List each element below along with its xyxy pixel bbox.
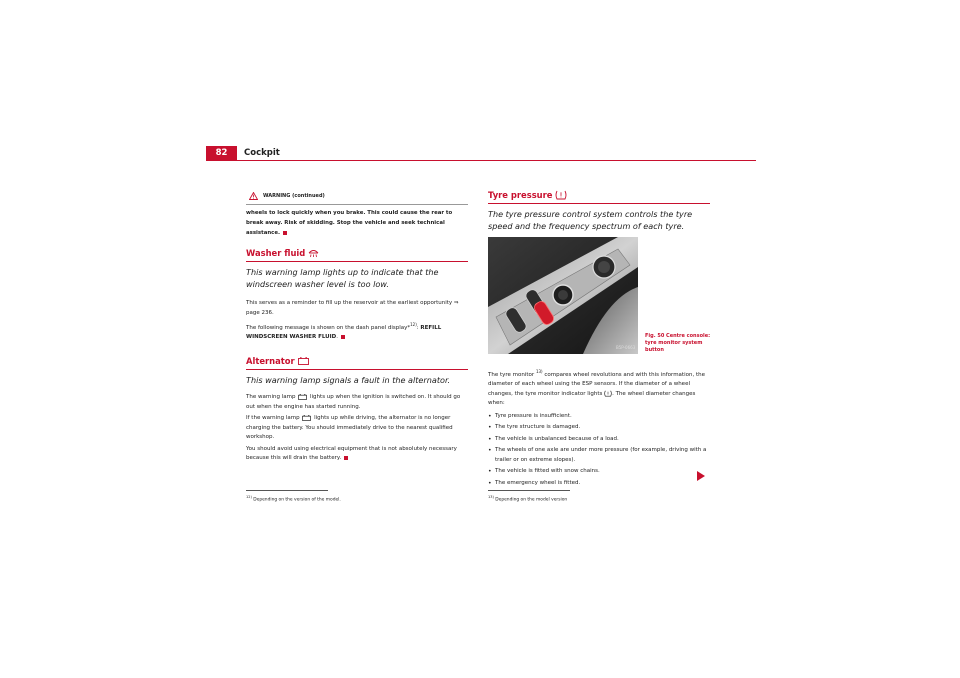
centre-console-photo <box>488 237 638 354</box>
footnote-right <box>488 490 710 503</box>
alternator-heading <box>246 355 468 367</box>
tyre-pressure-divider <box>488 203 710 204</box>
alternator-intro: This warning lamp signals a fault in the alternator. <box>246 375 451 385</box>
footnote-ref-12: 12) <box>410 322 417 327</box>
end-mark-icon <box>344 456 348 460</box>
tyre-p1 <box>488 367 710 409</box>
warning-text <box>246 208 468 238</box>
alternator-body <box>246 393 468 464</box>
alternator-p1-b: lights up when the ignition is switched on. It should go out when the engine has started running. <box>246 394 461 410</box>
warning-heading-row <box>246 190 468 202</box>
alternator-section <box>246 355 468 466</box>
end-mark-icon <box>283 231 287 235</box>
list-item: • The tyre structure is damaged. <box>488 423 710 433</box>
tyre-p1-a: The tyre monitor <box>488 371 536 378</box>
footnote-ref-13: 13) <box>535 369 543 374</box>
list-item: • The vehicle is unbalanced because of a load. <box>488 435 710 445</box>
list-item: • The wheels of one axle are under more pressure (for example, driving with a trailer or on extreme slopes). <box>488 446 710 465</box>
alternator-divider <box>246 369 468 370</box>
page-title: Cockpit <box>244 148 280 158</box>
page-number: 82 <box>206 146 237 161</box>
console-illustration <box>488 237 638 354</box>
footnote-12 <box>246 494 468 503</box>
tyre-pressure-heading <box>488 189 710 201</box>
alternator-p3 <box>246 445 468 464</box>
tyre-pressure-icon <box>555 190 567 200</box>
washer-fluid-icon <box>308 249 319 258</box>
alternator-p1 <box>246 393 468 412</box>
washer-fluid-p1: This serves as a reminder to fill up the reservoir at the earliest opportunity ⇒ page 236. <box>246 300 459 316</box>
footnote-13 <box>488 494 710 503</box>
washer-p2-sep: : <box>416 324 421 331</box>
list-item: • Tyre pressure is insufficient. <box>488 412 710 422</box>
header-divider <box>206 160 756 161</box>
washer-fluid-intro: This warning lamp lights up to indicate that the windscreen washer level is too low. <box>246 267 439 289</box>
washer-fluid-body <box>246 299 468 343</box>
washer-fluid-divider <box>246 261 468 262</box>
tyre-pressure-section <box>488 189 710 232</box>
footnote-divider <box>246 490 328 491</box>
washer-fluid-title: Washer fluid <box>246 248 306 258</box>
tyre-pressure-intro: The tyre pressure control system controls the tyre speed and the frequency spectrum of each tyre. <box>488 209 693 231</box>
washer-p2-end: . <box>336 334 338 341</box>
footnote-number: 12) <box>246 495 252 499</box>
warning-heading: WARNING (continued) <box>263 193 325 199</box>
alternator-p3-text: You should avoid using electrical equipment that is not absolutely necessary because this will drain the battery. <box>246 445 457 461</box>
tyre-pressure-title: Tyre pressure <box>488 190 553 200</box>
tyre-pressure-icon <box>604 390 612 397</box>
warning-triangle-icon <box>249 192 258 200</box>
list-item: • The vehicle is fitted with snow chains. <box>488 467 710 477</box>
list-item: • The emergency wheel is fitted. <box>488 479 710 489</box>
battery-icon <box>298 394 307 400</box>
washer-p2-text: The following message is shown on the dash panel display* <box>246 324 411 331</box>
tyre-p1-b: compares wheel revolutions and with this information, the diameter of each wheel using the ESP sensors. If the diameter of a wheel changes, the tyre monitor indicator lights <box>488 371 705 397</box>
alternator-p2-b: lights up while driving, the alternator is no longer charging the battery. You should immediately drive to the nearest qualified workshop. <box>246 415 453 440</box>
warning-text-content: wheels to lock quickly when you brake. This could cause the rear to break away. Risk of skidding. Stop the vehicle and seek technical assistance. <box>246 210 453 236</box>
battery-icon <box>302 415 311 421</box>
warning-box <box>246 190 468 236</box>
footnote-number: 13) <box>488 495 494 499</box>
tyre-conditions-list <box>488 412 710 489</box>
continue-arrow-icon[interactable] <box>697 471 705 481</box>
end-mark-icon <box>341 335 345 339</box>
washer-fluid-section <box>246 247 468 345</box>
washer-fluid-p2 <box>246 320 468 343</box>
footnote-text: Depending on the model version <box>495 497 568 503</box>
battery-icon <box>298 357 309 365</box>
alternator-p2 <box>246 414 468 443</box>
washer-fluid-heading <box>246 247 468 259</box>
alternator-p1-a: The warning lamp <box>246 394 296 400</box>
photo-code: B5P-0663 <box>616 345 636 350</box>
tyre-p1-c: . The wheel diameter changes when: <box>488 390 696 407</box>
alternator-title: Alternator <box>246 356 295 366</box>
washer-display-message: REFILL WINDSCREEN WASHER FLUID <box>246 324 442 341</box>
footnote-left <box>246 490 468 503</box>
alternator-p2-a: If the warning lamp <box>246 415 300 421</box>
footnote-text: Depending on the version of the model. <box>253 497 341 503</box>
tyre-pressure-body <box>488 367 710 490</box>
footnote-divider <box>488 490 570 491</box>
warning-divider <box>246 204 468 205</box>
figure-caption: Fig. 50 Centre console: tyre monitor system button <box>645 333 711 353</box>
